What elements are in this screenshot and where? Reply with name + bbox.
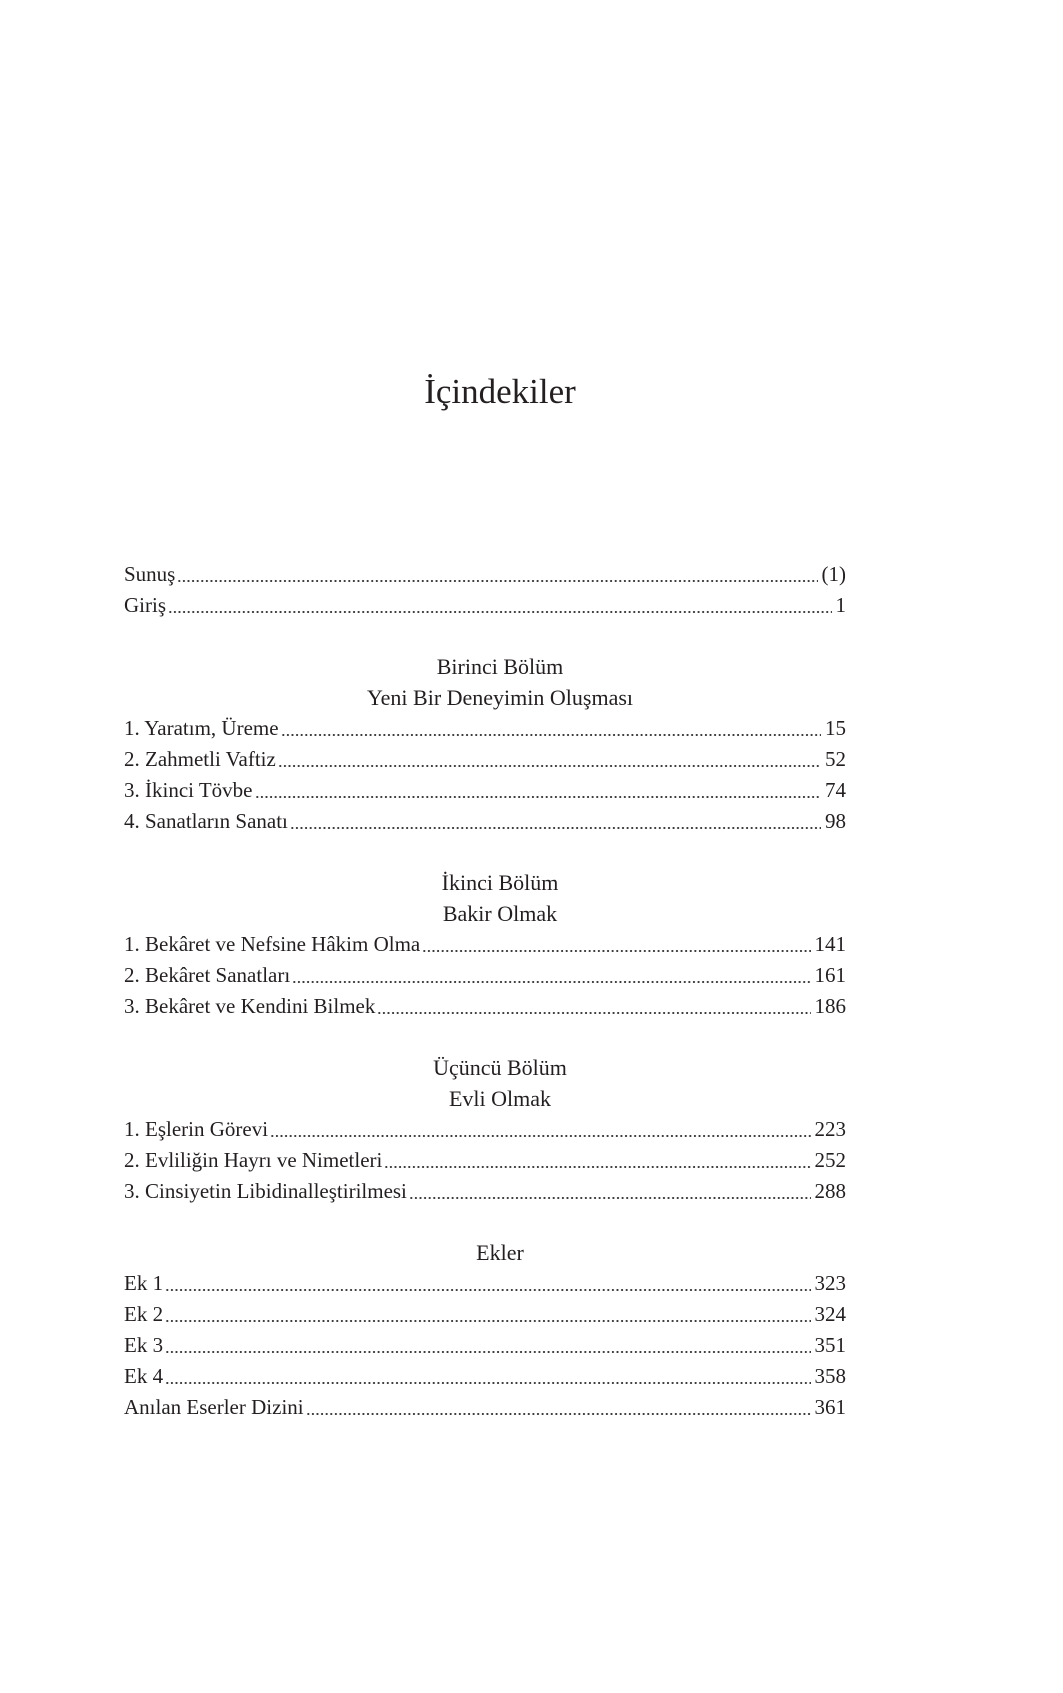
- page-number: (1): [821, 561, 846, 586]
- dot-leader: [422, 929, 810, 960]
- entry-title: Anılan Eserler Dizini: [124, 1394, 304, 1419]
- toc-entry: [124, 1114, 846, 1145]
- toc-entry: [124, 713, 846, 744]
- entry-title: Sunuş: [124, 561, 176, 586]
- dot-leader: [177, 559, 817, 590]
- toc-entry: [124, 1330, 846, 1361]
- dot-leader: [165, 1361, 810, 1392]
- dot-leader: [165, 1268, 810, 1299]
- dot-leader: [278, 744, 821, 775]
- toc-entry: [124, 1361, 846, 1392]
- toc-entry: [124, 929, 846, 960]
- entry-title: Ek 4: [124, 1363, 164, 1388]
- toc-section-ikinci: [124, 867, 846, 1022]
- toc-entry: [124, 1392, 846, 1423]
- entry-title: 3. İkinci Tövbe: [124, 777, 253, 802]
- dot-leader: [255, 775, 821, 806]
- dot-leader: [270, 1114, 810, 1145]
- toc-entry: [124, 1299, 846, 1330]
- entry-title: Ek 2: [124, 1301, 164, 1326]
- entry-title: 3. Bekâret ve Kendini Bilmek: [124, 993, 376, 1018]
- page-number: 252: [814, 1147, 846, 1172]
- toc-section-birinci: [124, 651, 846, 837]
- entry-title: 1. Eşlerin Görevi: [124, 1116, 269, 1141]
- page-number: 223: [814, 1116, 846, 1141]
- toc-entry-sunus: [124, 559, 846, 590]
- toc-section-ekler: [124, 1237, 846, 1423]
- page-number: 361: [814, 1394, 846, 1419]
- entry-title: Giriş: [124, 592, 166, 617]
- page-number: 74: [825, 777, 846, 802]
- toc-entry: [124, 1268, 846, 1299]
- entry-title: 2. Evliliğin Hayrı ve Nimetleri: [124, 1147, 383, 1172]
- page-number: 52: [825, 746, 846, 771]
- page-number: 161: [814, 962, 846, 987]
- page-number: 323: [814, 1270, 846, 1295]
- section-subtitle: Evli Olmak: [448, 1085, 552, 1111]
- page-number: 1: [835, 592, 846, 617]
- page-number: 186: [814, 993, 846, 1018]
- section-heading: İkinci Bölüm: [441, 869, 559, 895]
- toc-entry: [124, 806, 846, 837]
- table-of-contents: [124, 559, 846, 1423]
- entry-title: 1. Bekâret ve Nefsine Hâkim Olma: [124, 931, 421, 956]
- page-number: 141: [814, 931, 846, 956]
- toc-section-ucuncu: [124, 1052, 846, 1207]
- dot-leader: [292, 960, 810, 991]
- section-subtitle: Bakir Olmak: [442, 900, 558, 926]
- entry-title: Ek 3: [124, 1332, 164, 1357]
- page-number: 358: [814, 1363, 846, 1388]
- entry-title: 2. Zahmetli Vaftiz: [124, 746, 276, 771]
- page-number: 351: [814, 1332, 846, 1357]
- dot-leader: [290, 806, 821, 837]
- toc-entry: [124, 991, 846, 1022]
- dot-leader: [377, 991, 810, 1022]
- dot-leader: [384, 1145, 810, 1176]
- entry-title: 2. Bekâret Sanatları: [124, 962, 291, 987]
- dot-leader: [281, 713, 821, 744]
- toc-entry: [124, 960, 846, 991]
- toc-entry: [124, 775, 846, 806]
- page-title: İçindekiler: [424, 372, 576, 411]
- section-heading: Ekler: [476, 1239, 524, 1265]
- section-subtitle: Yeni Bir Deneyimin Oluşması: [366, 684, 634, 710]
- page-number: 98: [825, 808, 846, 833]
- entry-title: 3. Cinsiyetin Libidinalleştirilmesi: [124, 1178, 407, 1203]
- toc-entry: [124, 1176, 846, 1207]
- entry-title: 1. Yaratım, Üreme: [124, 715, 279, 740]
- toc-entry-giris: [124, 590, 846, 621]
- page-number: 15: [825, 715, 846, 740]
- dot-leader: [306, 1392, 811, 1423]
- section-heading: Üçüncü Bölüm: [433, 1054, 567, 1080]
- dot-leader: [168, 590, 832, 621]
- dot-leader: [165, 1299, 810, 1330]
- entry-title: 4. Sanatların Sanatı: [124, 808, 288, 833]
- dot-leader: [409, 1176, 811, 1207]
- entry-title: Ek 1: [124, 1270, 164, 1295]
- page-number: 324: [814, 1301, 846, 1326]
- section-heading: Birinci Bölüm: [436, 653, 564, 679]
- dot-leader: [165, 1330, 810, 1361]
- page-number: 288: [814, 1178, 846, 1203]
- toc-entry: [124, 1145, 846, 1176]
- toc-entry: [124, 744, 846, 775]
